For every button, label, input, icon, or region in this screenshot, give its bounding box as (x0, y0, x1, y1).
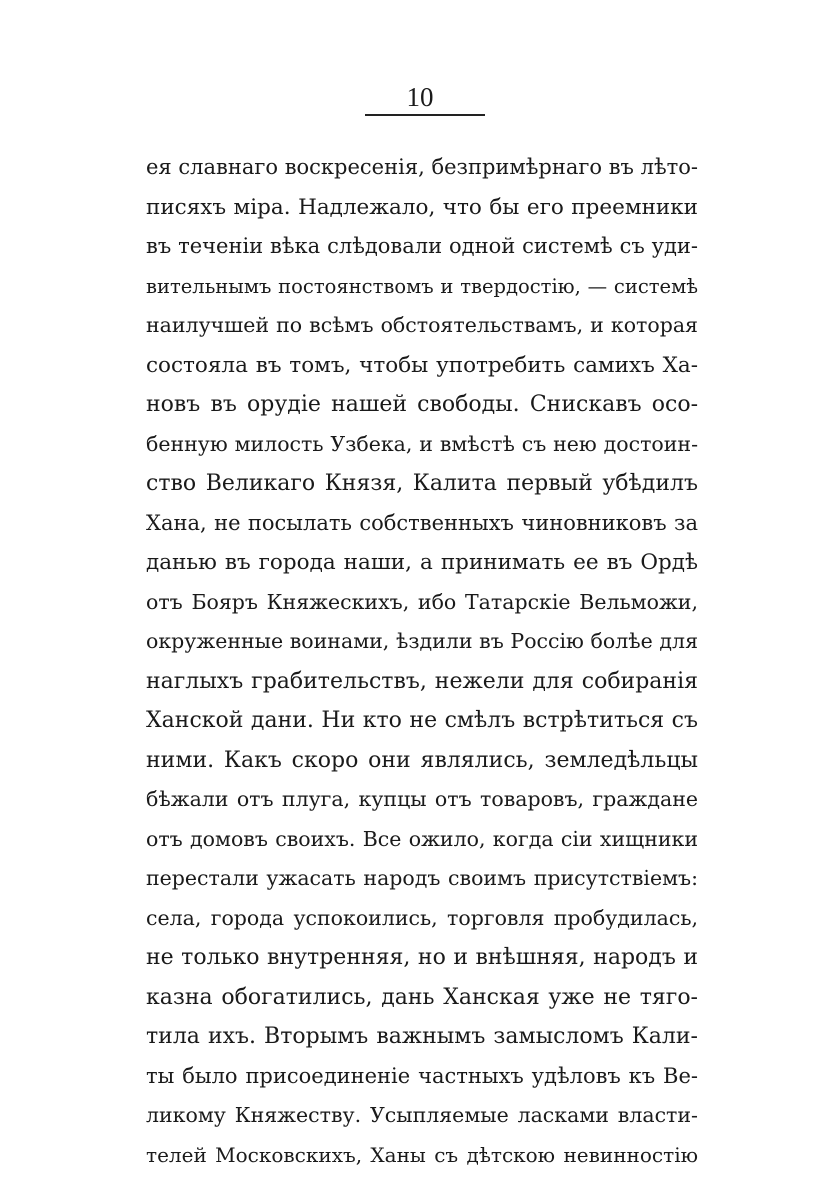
text-line: наилучшей по всѣмъ обстоятельствамъ, и которая (146, 313, 698, 337)
text-line: окруженные воинами, ѣздили въ Россію болѣе для (146, 629, 698, 653)
text-line: отъ Бояръ Княжескихъ, ибо Татарскіе Вельможи, (146, 589, 698, 614)
text-line: въ теченіи вѣка слѣдовали одной системѣ съ уди- (146, 234, 698, 258)
text-line: ство Великаго Князя, Калита первый убѣдилъ (146, 471, 698, 496)
text-line: отъ домовъ своихъ. Все ожило, когда сіи хищники (146, 826, 698, 851)
text-line: бенную милость Узбека, и вмѣстѣ съ нею достоин- (146, 431, 698, 456)
text-line: ты было присоединеніе частныхъ удѣловъ къ Ве- (146, 1063, 698, 1088)
text-line: писяхъ міра. Надлежало, что бы его преемники (146, 194, 698, 220)
text-line: казна обогатились, дань Ханская уже не тяго- (146, 984, 698, 1010)
body-text (146, 148, 698, 1175)
text-line: наглыхъ грабительствъ, нежели для собиранія (146, 668, 698, 694)
text-line: новъ въ орудіе нашей свободы. Снискавъ осо- (146, 392, 698, 417)
text-line: ликому Княжеству. Усыпляемые ласками власти- (146, 1103, 698, 1127)
text-line: Ханской дани. Ни кто не смѣлъ встрѣтиться съ (146, 708, 698, 733)
text-line: вительнымъ постоянствомъ и твердостію, — системѣ (146, 274, 698, 298)
page-number: 10 (406, 82, 434, 112)
text-line: данью въ города наши, а принимать ее въ Ордѣ (146, 550, 698, 575)
text-line: тила ихъ. Вторымъ важнымъ замысломъ Кали- (146, 1024, 698, 1049)
text-line: ними. Какъ скоро они являлись, земледѣльцы (146, 747, 698, 773)
text-line: села, города успокоились, торговля пробудилась, (146, 905, 698, 930)
page-number-rule (365, 114, 485, 116)
text-line: перестали ужасать народъ своимъ присутствіемъ: (146, 866, 698, 890)
text-line: телей Московскихъ, Ханы съ дѣтскою невинностію (146, 1142, 698, 1167)
text-line: не только внутренняя, но и внѣшняя, народъ и (146, 945, 698, 970)
text-line: ея славнаго воскресенія, безпримѣрнаго въ лѣто- (146, 155, 698, 179)
text-line: бѣжали отъ плуга, купцы отъ товаровъ, граждане (146, 787, 698, 811)
text-line: Хана, не посылать собственныхъ чиновниковъ за (146, 510, 698, 535)
text-line: состояла въ томъ, чтобы употребить самихъ Ха- (146, 352, 698, 378)
